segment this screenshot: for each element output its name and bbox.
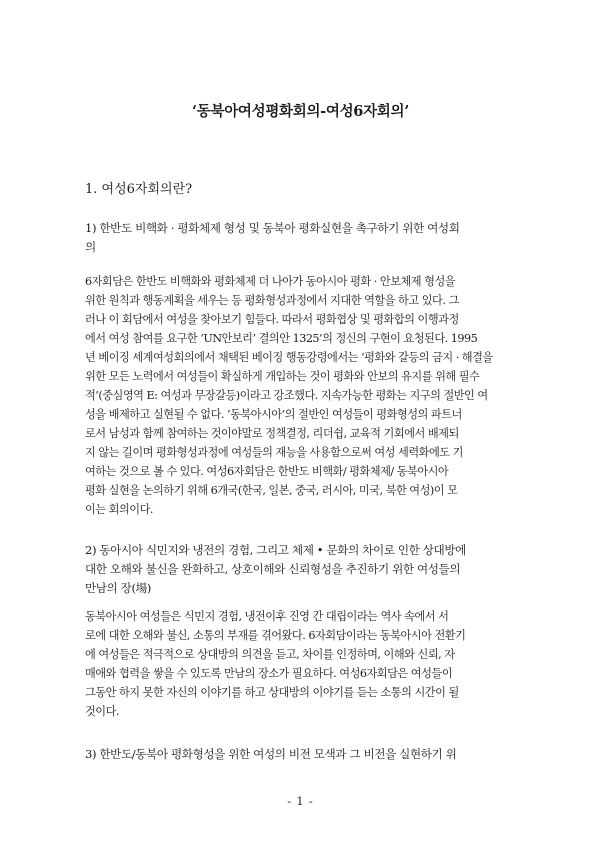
text-line: 에서 여성 참여를 요구한 ‘UN안보리’ 결의안 1325’의 정신의 구현이 요청된다. 1995 bbox=[85, 332, 478, 345]
text-line: 평화 실현을 논의하기 위해 6개국(한국, 일본, 중국, 러시아, 미국, 북한 여성)이 모 bbox=[85, 484, 458, 497]
text-line: 적’(중심영역 E: 여성과 무장갈등)이라고 강조했다. 지속가능한 평화는 지구의 절반인 여 bbox=[85, 389, 488, 402]
text-line: 위한 원칙과 행동계획을 세우는 등 평화형성과정에서 지대한 역할을 하고 있다. 그 bbox=[85, 294, 459, 307]
text-line: 지 않는 길이며 평화형성과정에 여성들의 재능을 사용함으로써 여성 세력화에도 기 bbox=[85, 446, 463, 459]
text-line: 1) 한반도 비핵화 · 평화체제 형성 및 동북아 평화실현을 촉구하기 위한 여성회 bbox=[85, 221, 460, 235]
text-line: 위한 모든 노력에서 여성들이 확실하게 개입하는 것이 평화와 안보의 유지를 위해 필수 bbox=[85, 370, 480, 383]
text-line: 것이다. bbox=[85, 705, 119, 718]
text-line: 6자회담은 한반도 비핵화와 평화체제 더 나아가 동아시아 평화 · 안보체제 형성을 bbox=[85, 275, 456, 288]
text-line: 그동안 하지 못한 자신의 이야기를 하고 상대방의 이야기를 듣는 소통의 시간이 될 bbox=[85, 686, 459, 699]
text-line: 로서 남성과 함께 참여하는 것이야말로 정책결정, 리더쉽, 교육적 기회에서 배제되 bbox=[85, 427, 459, 440]
text-line: 성을 배제하고 실현될 수 없다. ‘동북아시아’의 절반인 여성들이 평화형성의 파트너 bbox=[85, 408, 462, 421]
text-line: 여하는 것으로 볼 수 있다. 여성6자회담은 한반도 비핵화/ 평화체제/ 동북아시아 bbox=[85, 465, 449, 478]
text-line: 대한 오해와 불신을 완화하고, 상호이해와 신뢰형성을 추진하기 위한 여성들의 bbox=[85, 562, 461, 576]
text-line: 에 여성들은 적극적으로 상대방의 의견을 듣고, 차이를 인정하며, 이해와 신뢰, 자 bbox=[85, 648, 455, 661]
text-line: 매애와 협력을 쌓을 수 있도록 만남의 장소가 필요하다. 여성6자회담은 여성들이 bbox=[85, 667, 453, 680]
text-line: 이는 회의이다. bbox=[85, 503, 153, 516]
paragraph-1 bbox=[85, 272, 515, 519]
text-line: 3) 한반도/동북아 평화형성을 위한 여성의 비전 모색과 그 비전을 실현하기 위 bbox=[85, 747, 457, 761]
document-title: ‘동북아여성평화회의-여성6자회의’ bbox=[192, 103, 409, 120]
page-number: - 1 - bbox=[287, 795, 314, 808]
text-line: 동북아시아 여성들은 식민지 경험, 냉전이후 진영 간 대립이라는 역사 속에서 서 bbox=[85, 610, 449, 623]
subheading-1 bbox=[85, 219, 515, 257]
section-heading: 1. 여성6자회의란? bbox=[85, 182, 193, 197]
text-line: 러나 이 회담에서 여성을 찾아보기 힘들다. 따라서 평화협상 및 평화합의 이행과정 bbox=[85, 313, 459, 326]
text-line: 로에 대한 오해와 불신, 소통의 부재를 겪어왔다. 6자회담이라는 동북아시아 전환기 bbox=[85, 629, 466, 642]
paragraph-2 bbox=[85, 607, 515, 721]
subheading-2 bbox=[85, 541, 515, 598]
subheading-3 bbox=[85, 745, 515, 764]
text-line: 년 베이징 세계여성회의에서 채택된 베이징 행동강령에서는 ‘평화와 갈등의 금지 · 해결을 bbox=[85, 351, 493, 364]
text-line: 2) 동아시아 식민지와 냉전의 경험, 그리고 체제 • 문화의 차이로 인한 상대방에 bbox=[85, 543, 466, 557]
text-line: 의 bbox=[85, 240, 96, 254]
text-line: 만남의 장(場) bbox=[85, 581, 151, 595]
